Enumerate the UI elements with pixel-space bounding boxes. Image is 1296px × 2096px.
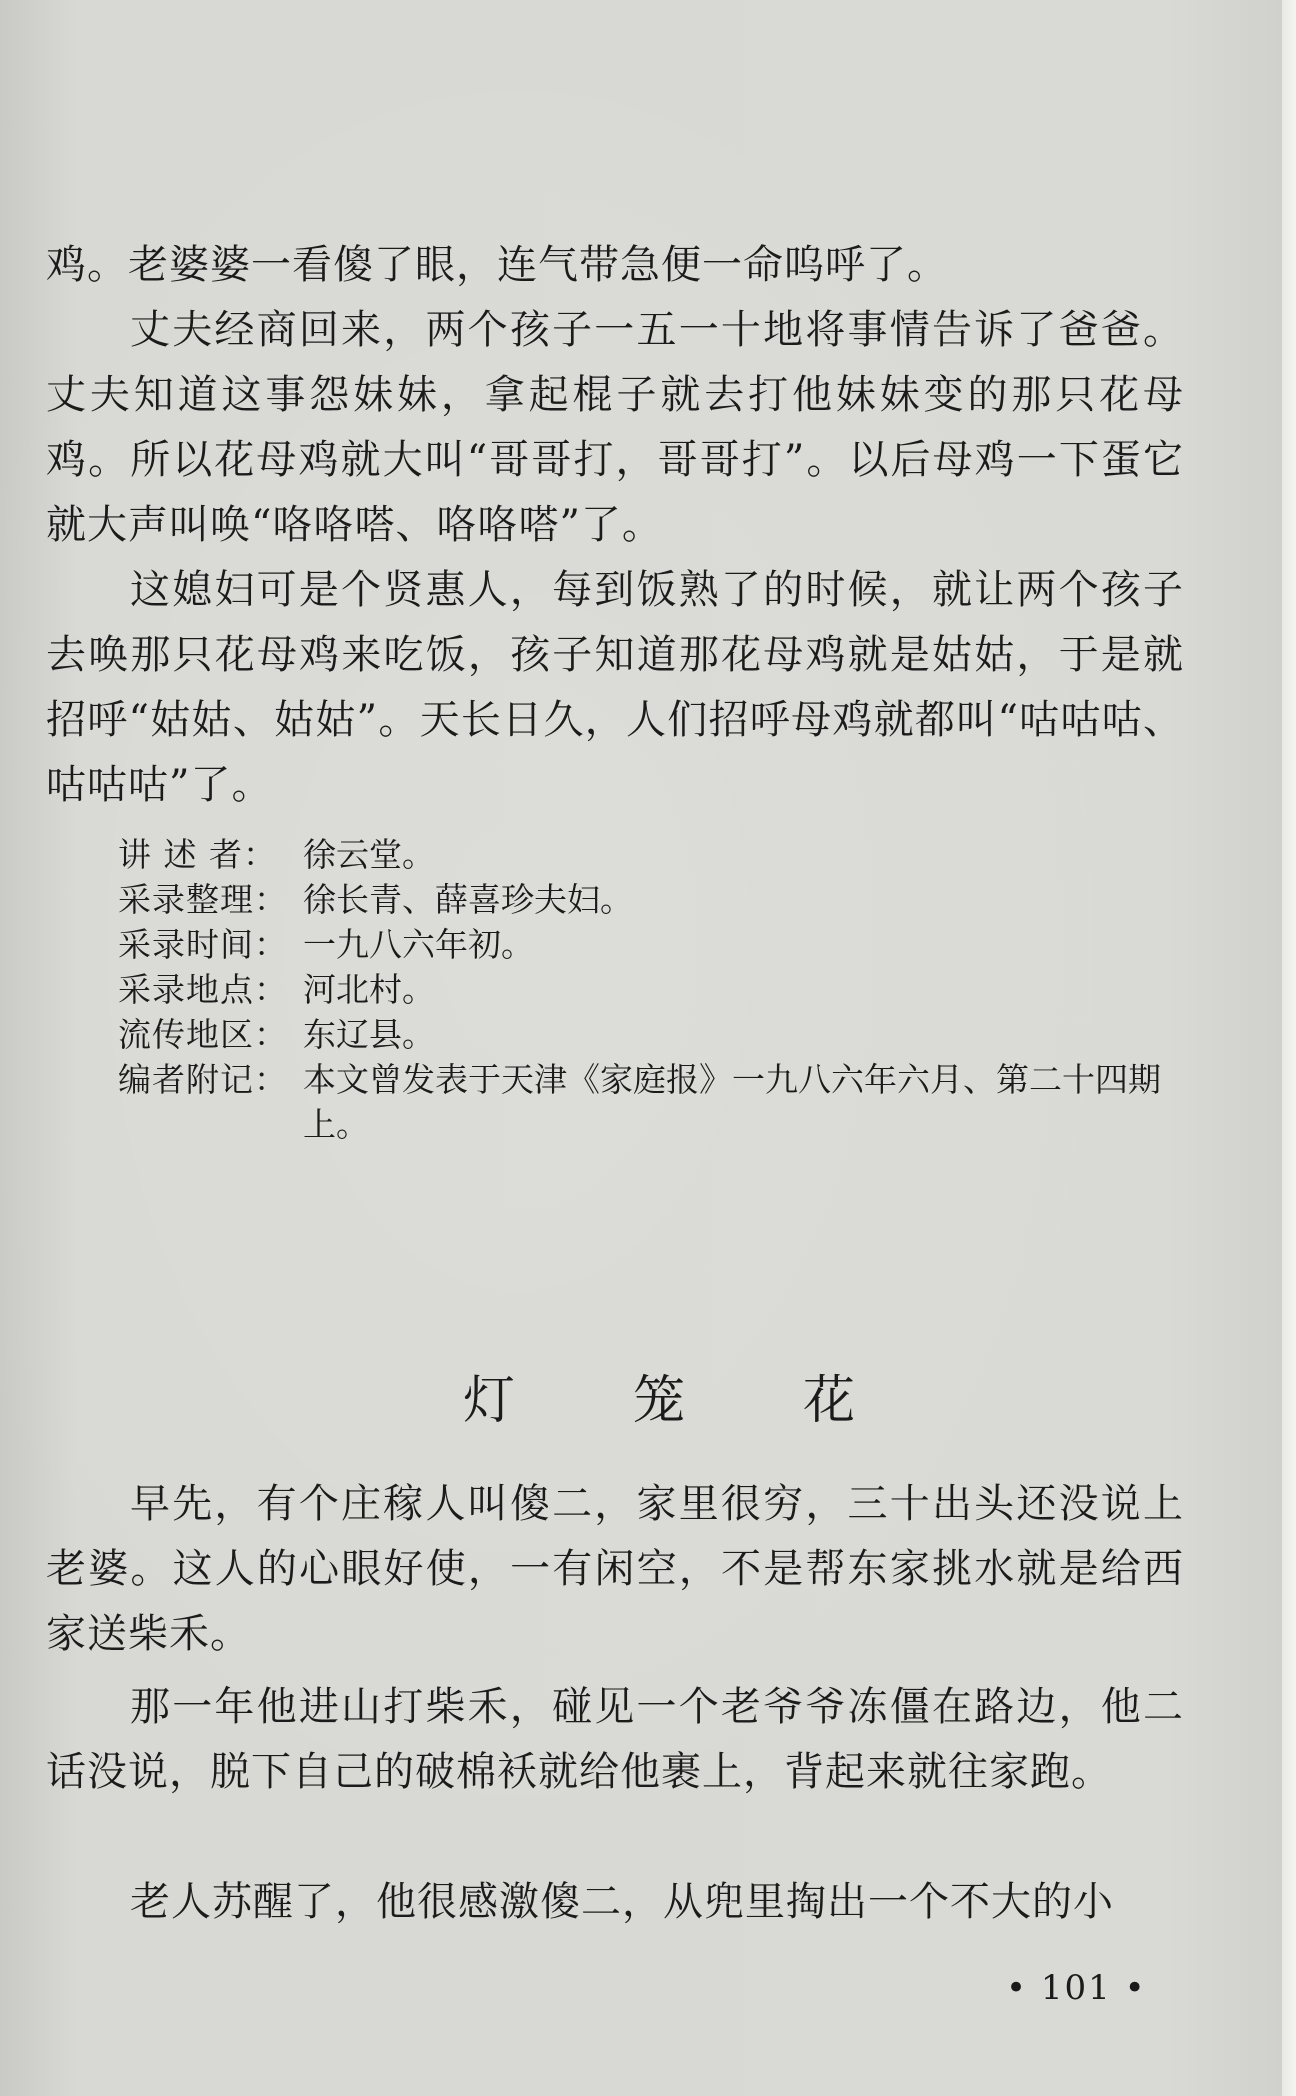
paragraph-old-man: 老人苏醒了，他很感激傻二，从兜里掏出一个不大的小 xyxy=(130,1879,1114,1925)
meta-label: 讲 述 者： xyxy=(118,835,277,874)
page-number: • 101 • xyxy=(1006,1968,1147,2008)
meta-label: 采录地点： xyxy=(118,970,288,1009)
meta-label: 采录时间： xyxy=(118,925,288,964)
meta-label: 流传地区： xyxy=(118,1015,288,1054)
meta-row-compiler xyxy=(118,877,1188,922)
meta-row-editor-note xyxy=(118,1057,1188,1147)
paragraph-daughter-in-law: 这媳妇可是个贤惠人，每到饭熟了的时候，就让两个孩子去唤那只花母鸡来吃饭，孩子知道那花母鸡就是姑姑，于是就招呼“姑姑、姑姑”。天长日久，人们招呼母鸡就都叫“咕咕咕、咕咕咕”了。 xyxy=(46,567,1184,808)
meta-row-region xyxy=(118,1012,1188,1057)
meta-value: 本文曾发表于天津《家庭报》一九八六年六月、第二十四期上。 xyxy=(303,1060,1161,1144)
paragraph-ending: 鸡。老婆婆一看傻了眼，连气带急便一命呜呼了。 xyxy=(46,242,948,288)
meta-label: 编者附记： xyxy=(118,1060,288,1099)
page-edge xyxy=(1282,0,1296,2096)
paragraph-mountain: 那一年他进山打柴禾，碰见一个老爷爷冻僵在路边，他二话没说，脱下自己的破棉袄就给他裹上，背起来就往家跑。 xyxy=(46,1684,1184,1795)
story-metadata xyxy=(118,832,1188,1147)
meta-value: 一九八六年初。 xyxy=(303,925,534,964)
meta-label: 采录整理： xyxy=(118,880,288,919)
meta-row-date xyxy=(118,922,1188,967)
meta-row-location xyxy=(118,967,1188,1012)
story-title: 灯笼花 xyxy=(462,1371,973,1431)
meta-value: 河北村。 xyxy=(303,970,435,1009)
meta-value: 徐云堂。 xyxy=(303,835,435,874)
meta-value: 徐长青、薛喜珍夫妇。 xyxy=(303,880,633,919)
paragraph-husband-returns: 丈夫经商回来，两个孩子一五一十地将事情告诉了爸爸。丈夫知道这事怨妹妹，拿起棍子就去打他妹妹变的那只花母鸡。所以花母鸡就大叫“哥哥打，哥哥打”。以后母鸡一下蛋它就大声叫唤“咯咯嗒、咯咯嗒”了。 xyxy=(46,307,1184,548)
paragraph-shaer-intro: 早先，有个庄稼人叫傻二，家里很穷，三十出头还没说上老婆。这人的心眼好使，一有闲空，不是帮东家挑水就是给西家送柴禾。 xyxy=(46,1481,1184,1657)
meta-value: 东辽县。 xyxy=(303,1015,435,1054)
meta-row-narrator xyxy=(118,832,1188,877)
